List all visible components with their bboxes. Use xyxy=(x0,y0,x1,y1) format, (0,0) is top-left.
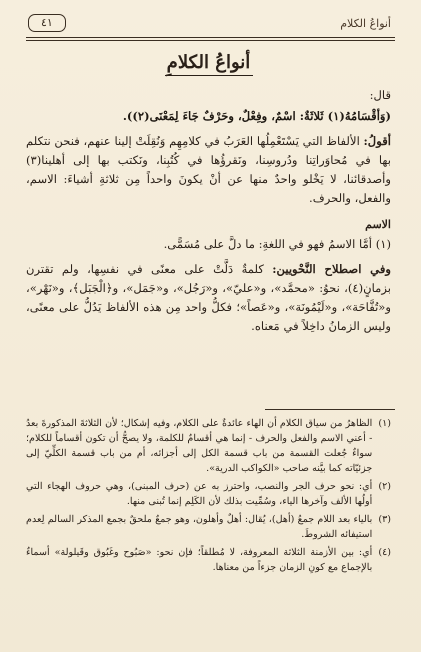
footnote-text: بالياء بعد اللام جمعُ (أهل)، يُقال: أهلٌ وأهلون، وهو جمعٌ ملحقٌ بجمع المذكر السالم لِعدم استيفائه الشروطَ. xyxy=(26,514,373,540)
header-rule-thin xyxy=(26,40,395,41)
footnote-number: (١) xyxy=(378,418,391,429)
page-number: ٤١ xyxy=(28,14,66,32)
running-title: أنواعُ الكلام xyxy=(340,16,391,30)
footnotes xyxy=(26,416,391,578)
footnote-separator xyxy=(265,409,395,410)
footnote-text: الظاهرُ من سياق الكلام أن الهاء عائدةٌ على الكلام، وفيه إشكال؛ لأن الثلاثةَ المذكورةَ بعدُ - أعني الاسم والفعل والحرف - إنما هي أقسامٌ للكلمة، ولا يصحُّ أن تكون أقساماً للكلام؛ سواءٌ جُعلت القسمة من باب قسمة الكل إلى أجزائه، أم من باب قسمة الكلِّيّ إلى جزئيّاته كما بيَّنه صاحب «الكواكب الدرية». xyxy=(26,418,373,474)
footnote-number: (٤) xyxy=(378,547,391,558)
commentary-lead: أقولُ: xyxy=(363,134,391,148)
matn-verse: (وَأقْسَامُهُ(١) ثَلاثَةٌ: اسْمٌ، وفِعْلٌ، وحَرْفٌ جَاءَ لِمَعْنَى(٢)). xyxy=(122,109,391,123)
footnote-item xyxy=(26,545,391,575)
commentary-text: الألفاظ التي يَسْتَعْمِلُها العَرَبُ في كلامِهِم وَنُقِلَتْ إلينا عنهم، فنحن نتكلم بها في مُحاوَراتِنا ودُروسِنا، ونَقرؤُها في كُتُبِنا، ونَكتب بها إلى أهلينا(٣) وأصدقائنا، لا يَخْلو واحدٌ منها عن أنْ يكونَ واحداً مِن ثلاثةِ أشياءَ: الاسم، والفعل، والحرف. xyxy=(26,134,391,205)
commentary-paragraph xyxy=(26,132,391,208)
footnote-number: (٣) xyxy=(378,514,391,525)
footnote-item xyxy=(26,416,391,476)
ism-definition-lugha: (١) أمَّا الاسمُ فهو في اللغةِ: ما دلَّ على مُسَمًّى. xyxy=(163,237,391,251)
footnote-item xyxy=(26,512,391,542)
footnote-text: أي: بين الأزمنة الثلاثة المعروفة، لا مُطلقاً؛ فإن نحو: «صَبُوح وغَبُوق وقَيلولة» أسماءٌ بالإجماع مع كونِ الزمان جزءاً من معناها. xyxy=(26,547,373,573)
main-content xyxy=(26,52,391,336)
chapter-title-text: أنواعُ الكلامِ xyxy=(166,52,251,73)
chapter-title xyxy=(26,52,391,76)
header-rule xyxy=(26,37,395,38)
page-header xyxy=(28,10,391,36)
ism-definition-istilah xyxy=(26,260,391,336)
chapter-title-underline xyxy=(165,75,253,76)
footnote-item xyxy=(26,479,391,509)
istilah-lead: وفي اصطلاح النَّحْويين: xyxy=(272,262,391,276)
section-heading-ism: الاسم xyxy=(365,218,391,231)
qala-label: قال: xyxy=(369,88,391,102)
footnote-text: أي: نحو حرف الجر والنصب، واحترز به عن (حرف المبنى)، وهي حروف الهجاء التي أولُها الألف وآخرها الياء، وسُمِّيت بذلك لأن الكَلِم إنما تُبنى منها. xyxy=(26,481,373,507)
istilah-text: كلمةٌ دَلَّتْ على معنًى في نفسِها، ولم تقترن بزمانٍ(٤)، نحوُ: «محمَّد»، و«عليّ»، و«رَجُل»، و«جَمَل»، و﴿الْجَبَل﴾، و«نَهْر»، و«تُفَّاحَة»، و«لَيْمُونَة»، و«عَصاً»؛ فكلُّ واحد مِن هذه الألفاظ يَدُلُّ على معنًى، وليس الزمانُ داخِلاً في مَعناه. xyxy=(26,262,391,333)
footnote-number: (٢) xyxy=(378,481,391,492)
